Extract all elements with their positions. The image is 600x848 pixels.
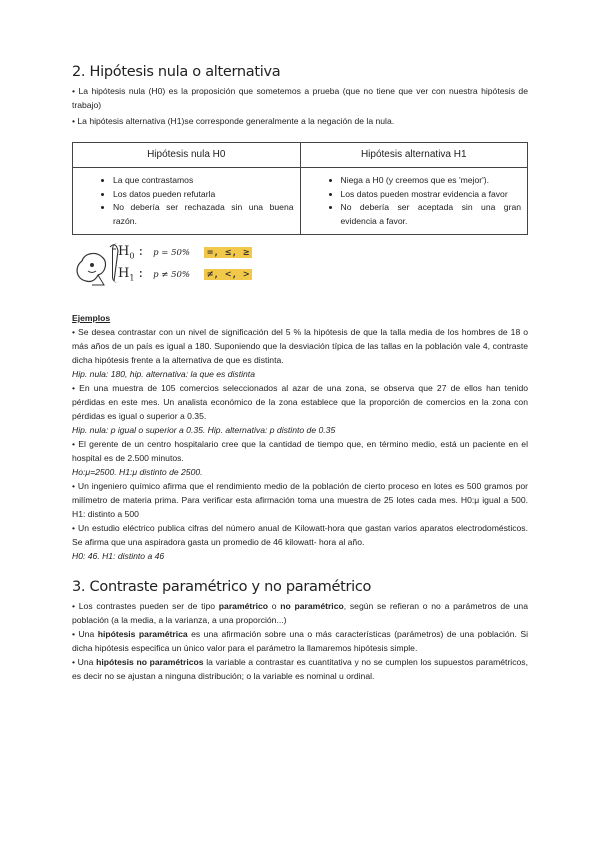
page: [72, 62, 528, 683]
h1-item: • Los datos pueden mostrar evidencia a favor: [341, 188, 522, 202]
h1-item: • No debería ser aceptada sin una gran evidencia a favor.: [341, 201, 522, 228]
h0-column-cell: [73, 168, 301, 235]
h0-symbol: H: [118, 244, 130, 259]
h1-formula-row: [118, 265, 252, 288]
h1-definition: • La hipótesis alternativa (H1)se corresponde generalmente a la negación de la nula.: [72, 116, 395, 126]
h0-column-header: Hipótesis nula H0: [73, 143, 301, 168]
example-answer: Hip. nula: 180, hip. alternativa: la que es distinta: [72, 369, 255, 379]
text-run: , según se refieran o no a parámetros de una población (a la media, a la varianza, a una proporción...): [72, 601, 528, 625]
example-text: • Se desea contrastar con un nivel de significación del 5 % la hipótesis de que la talla media de los hombres de 18 o más años de un país es igual a 180. Suponiendo que la desviación típica de las tallas en la población vale 4, contraste dicha hipótesis frente a la alternativa de que es distinta.: [72, 327, 528, 365]
formula-brace: [112, 243, 119, 283]
h0-operators-badge: =, ≤, ≥: [204, 247, 252, 258]
example-answer: Ho:μ=2500. H1:μ distinto de 2500.: [72, 467, 203, 477]
h1-expression: p ≠ 50%: [153, 270, 190, 280]
term-parametric: paramétrico: [218, 601, 268, 611]
example-text: • Un estudio eléctrico publica cifras del número anual de Kilowatt-hora que gastan varios aparatos electrodomésticos. Se afirma que una aspiradora gasta un promedio de 46 kilowatt- hora al año.: [72, 523, 528, 547]
h1-column-cell: [300, 168, 528, 235]
non-parametric-hypothesis-paragraph: [72, 655, 528, 683]
h0-definition: • La hipótesis nula (H0) es la proposición que sometemos a prueba (que no tiene que ver con nuestra hipótesis de trabajo): [72, 86, 528, 110]
h0-subscript: 0: [129, 251, 135, 261]
text-run: la variable a contrastar es cuantitativa y no se cumplen los supuestos paramétricos, es decir no se ajustan a ninguna distribución; o la variable es nominal u ordinal.: [72, 657, 528, 681]
text-run: o: [268, 601, 281, 611]
hypothesis-formula: [72, 239, 528, 291]
text-run: • Una: [72, 629, 98, 639]
term-non-parametric: no paramétrico: [280, 601, 344, 611]
parametric-types-paragraph: [72, 599, 528, 627]
example-answer: H0: 46. H1: distinto a 46: [72, 551, 165, 561]
h0-item: • La que contrastamos: [113, 174, 294, 188]
section-3-title: 3. Contraste paramétrico y no paramétrico: [72, 579, 372, 595]
h0-formula-row: [118, 243, 252, 266]
term-non-parametric-hypothesis: hipótesis no paramétricos: [96, 657, 204, 667]
parametric-hypothesis-paragraph: [72, 627, 528, 655]
h0-item: • No debería ser rechazada sin una buena razón.: [113, 201, 294, 228]
h0-item: • Los datos pueden refutarla: [113, 188, 294, 202]
h0-expression: p = 50%: [153, 248, 190, 258]
h1-subscript: 1: [129, 273, 135, 283]
h1-operators-badge: ≠, <, >: [204, 269, 252, 280]
text-run: • Una: [72, 657, 97, 667]
example-text: • Un ingeniero químico afirma que el rendimiento medio de la población de cierto proceso en lotes es 500 gramos por milímetro de materia prima. Para verificar esta afirmación toma una muestra de 25 lotes cada mes. H0:μ igual a 500. H1: distinto a 500: [72, 481, 528, 519]
h1-column-header: Hipótesis alternativa H1: [300, 143, 528, 168]
example-text: • En una muestra de 105 comercios seleccionados al azar de una zona, se observa que 27 de ellos han tenido pérdidas en este mes. Un analista económico de la zona establece que la proporción de comercios en la zona con pérdidas es igual o superior a 0.35.: [72, 383, 528, 421]
section-2-title: 2. Hipótesis nula o alternativa: [72, 64, 281, 80]
example-answer: Hip. nula: p igual o superior a 0.35. Hip. alternativa: p distinto de 0.35: [72, 425, 336, 435]
example-text: • El gerente de un centro hospitalario cree que la cantidad de tiempo que, en término medio, está un paciente en el hospital es de 2.500 minutos.: [72, 439, 528, 463]
h1-symbol: H: [118, 266, 130, 281]
term-parametric-hypothesis: hipótesis paramétrica: [97, 629, 188, 639]
examples-title: Ejemplos: [72, 313, 111, 323]
text-run: es una afirmación sobre una o más características (parámetros) de una población. Si dicha hipótesis especifica un único valor para el parámetro la llamaremos hipótesis simple.: [72, 629, 528, 653]
h0-colon: :: [138, 244, 143, 259]
hypothesis-table: [72, 142, 528, 235]
h1-item: • Niega a H0 (y creemos que es 'mejor').: [341, 174, 522, 188]
text-run: • Los contrastes pueden ser de tipo: [72, 601, 219, 611]
h1-colon: :: [138, 266, 143, 281]
